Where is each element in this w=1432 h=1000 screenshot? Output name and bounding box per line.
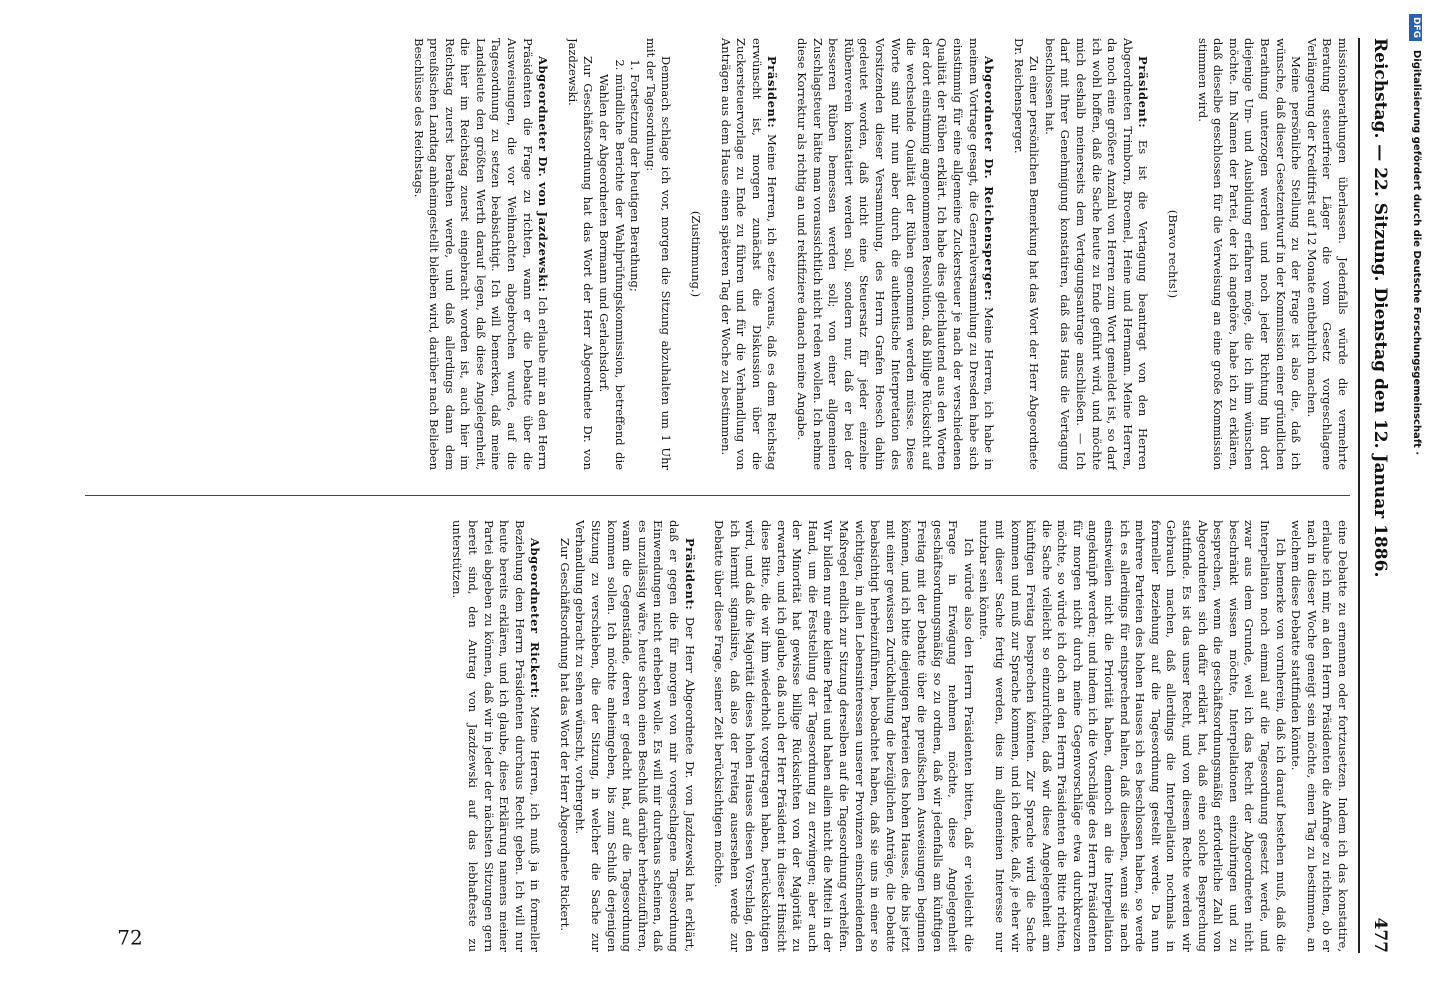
credit-text: Digitalisierung gefördert durch die Deutsche Forschungsgemeinschaft · — [1411, 50, 1422, 456]
speaker-name: Abgeordneter Rickert: — [528, 538, 543, 699]
paragraph: Ich würde also den Herrn Präsidenten bitten, daß er vielleicht die Frage in Erwägung nehmen möchte, diese Angelegenheit geschäftsordnungsmäßig so zu ordnen, daß wir jedenfalls am künftigen Freitag mit der Debatte über die preußischen Ausweisungen beginnen können, und ich bitte diejenigen Parteien des hohen Hauses, die bis jetzt mit einer gewissen Zurückhaltung die bezüglichen Anträge, die Debatte beabsichtigt herbeizuführen, beobachtet haben, daß sie uns in einer so wichtigen, in allen Lebensinteressen unserer Provinzen einschneidenden Maßregel endlich zur Sitzung derselben auf die Tagesordnung verhelfen. Wir bilden nur eine kleine Partei und haben allein nicht die Mittel in der Hand, um die Feststellung der Tagesordnung zu erzwingen; aber auch der Minorität hat gewisse billige Rücksichten von der Majorität zu erwarten, und ich glaube, daß auch der Herr Präsident in dieser Hinsicht diese Bitte, die wir ihm wiederholt vorgetragen haben, berücksichtigen wird, und daß die Majorität dieses hohen Hauses diesen Vorschlag, den ich hiermit signalisire, daß also der Freitag ausersehen werde zur Debatte über diese Frage, seiner Zeit berücksichtigen möchte. — [712, 520, 976, 952]
speaker-name: Abgeordneter Dr. von Jazdzewski: — [536, 56, 551, 293]
speaker-name: Abgeordneter Dr. Reichensperger: — [982, 56, 997, 302]
paragraph: Zur Geschäftsordnung hat das Wort der Herr Abgeordnete Dr. von Jazdzewski. — [565, 38, 596, 470]
dfg-logo: DFG — [1409, 14, 1422, 41]
agenda-list — [595, 38, 642, 470]
paragraph: Zu einer persönlichen Bemerkung hat das Wort der Herr Abgeordnete Dr. Reichensperger. — [1011, 38, 1042, 470]
paragraph: Meine persönliche Stellung zu der Frage ist also die, daß ich wünsche, daß dieser Gesetzentwurf in der Kommission einer gründlichen Berathung unterzogen werden und noch jeder Richtung hin dort diejenige Um- und Ausbildung erfahren möge, die ich ihm wünschen möchte. Im Namen der Partei, der ich angehöre, habe ich zu erklären, daß dieselbe geschlossen für die Verweisung an eine große Kommission stimmen wird. — [1195, 38, 1304, 470]
speech-text: Ich erlaube mir an den Herrn Präsidenten die Frage zu richten, wann er die Debatte über die Ausweisungen, die vor Weihnachten abgebrochen wurde, auf die Tagesordnung zu setzen beabsichtigt. Ich will bemerken, daß meine Landsleute den größten Werth darauf legen, daß diese Angelegenheit, die hier im Reichstag zuerst eingebracht worden ist, auch hier im Reichstag zuerst berathen werde, und daß allerdings dann dem preußischen Landtag anheimgestellt bleiben wird, darüber nach Belieben Beschlüsse des Reichstags. — [411, 38, 551, 470]
paragraph — [572, 520, 697, 952]
applause-note: (Bravo rechts!) — [1166, 209, 1181, 299]
page-header — [1364, 38, 1394, 953]
paragraph — [717, 38, 779, 470]
speaker-name: Präsident: — [765, 56, 780, 129]
paragraph — [410, 38, 550, 470]
header-title: Reichstag. — 22. Sitzung. Dienstag den 12. Januar 1886. — [1370, 38, 1390, 578]
speech-text: Der Herr Abgeordnete Dr. von Jazdzewski hat erklärt, daß er gegen die für morgen von mir vorgeschlagene Tagesordnung Einwendungen nicht erheben wolle. Es will mir durchaus scheinen, daß es unzulässig wäre, heute schon einen Beschluß darüber herbeizuführen, wann die Gegenstände, deren er gedacht hat, auf die Tagesordnung kommen sollen. Ich möchte anheimgeben, bis zum Schluß derjenigen Sitzung zu verschieben, die der Sitzung, in welcher die Sache zur Verhandlung gebracht zu sehen wünscht, vorhergeht. — [573, 520, 697, 952]
paragraph — [793, 38, 996, 470]
page-signature-mark: 72 — [117, 925, 143, 950]
agenda-item: 2. mündliche Berichte der Wahlprüfungskommission, betreffend die Wahlen der Abgeordneten Bormann und Gerlachsdorf. — [595, 74, 626, 470]
text-column-right — [85, 520, 1350, 952]
paragraph — [449, 520, 543, 952]
speech-text: Meine Herren, ich habe in meinem Vortrage gesagt, die Generalversammlung zu Dresden habe sich einstimmig für eine allgemeine Zuckersteuer je nach der verschiedenen Qualität der Rüben erklärt. Ich habe dies gleichlautend aus den Worten der dort einstimmig angenommenen Resolution, daß billige Rücksicht auf die wechselnde Qualität der Rüben genommen werden müsse. Diese Worte sind mir nun aber durch die authentische Interpretation des Vorsitzenden dieser Versammlung, des Herrn Grafen Hoesch dahin gedeutet worden, daß nicht eine Steuersatz für jeder einzelne Rübenverein konstatiert werden soll, sondern nur, daß er bei der besseren Rüben bemessen werden soll; von einer allgemeinen Zuschlagsteuer hätte man voraussichtlich nicht reden wollen. Ich nehme diese Korrektur als richtig an und rektifiziere danach meine Angabe. — [795, 38, 997, 470]
assent-note: (Zustimmung.) — [689, 210, 704, 298]
digitization-credit — [1406, 14, 1422, 994]
newspaper-page — [32, 20, 1402, 970]
column-rule — [85, 495, 1350, 496]
agenda-item: 1. Fortsetzung der heutigen Berathung; — [627, 74, 643, 470]
paragraph — [1041, 38, 1150, 470]
speech-text: Es ist die Vertagung beantragt von den Herren Abgeordneten Trimborn, Broemel, Heine und Hermann. Meine Herren, da noch eine größere Anzahl von Herren zum Wort gemeldet ist, so darf ich wohl hoffen, daß die Sache heute zu Ende geführt wird, und möchte mich deshalb meinerseits dem Vertagungsantrage anschließen. — Ich darf mit Ihrer Genehmigung konstatiren, daß das Haus die Vertagung beschlossen hat. — [1042, 38, 1151, 470]
paragraph: Zur Geschäftsordnung hat das Wort der Herr Abgeordnete Rickert. — [557, 538, 572, 932]
paragraph: eine Debatte zu ernennen oder fortzusetzen. Indem ich das konstatire, erlaube ich mir, an den Herrn Präsidenten die Anfrage zu richten, ob er nach in dieser Woche geneigt sein möchte, einen Tag zu bestimmen, an welchem diese Debatte stattfinden könnte. — [1289, 520, 1350, 952]
speech-text: Meine Herren, ich setze voraus, daß es dem Reichstag erwünscht ist, morgen zunächst die Diskussion über die Zuckersteuervorlage zu Ende zu führen und für die Verhandlung von Anträgen aus dem Hause einen späteren Tag der Woche zu bestimmen. — [718, 38, 780, 470]
header-rule — [1358, 38, 1360, 953]
speaker-name: Präsident: — [1136, 56, 1151, 129]
speaker-name: Präsident: — [682, 538, 697, 611]
paragraph: missionsberathungen überlassen. Jedenfalls würde die vermehrte Beratung steuerfreier Läger die vom Gesetz vorgeschlagene Verlängerung der Kreditfrist auf 12 Monate entbehrlich machen. — [1304, 38, 1350, 470]
paragraph: Demnach schlage ich vor, morgen die Sitzung abzuhalten um 1 Uhr mit der Tagesordnung: — [643, 38, 674, 470]
speech-text: Meine Herren, ich muß ja in formeller Beziehung dem Herrn Präsidenten durchaus Recht geben. Ich will nur heute bereits erklären, und ich glaube, diese Erklärung namens meiner Partei abgeben zu können, daß wir in jeder der nächsten Sitzungen gern bereit sind, den Antrag von Jazdzewski auf das lebhafteste zu unterstützen. — [450, 520, 543, 952]
text-column-left — [85, 38, 1350, 470]
page-number: 477 — [1370, 917, 1390, 953]
paragraph: Ich bemerke von vornherein, daß ich darauf bestehen muß, daß die Interpellation noch einmal auf die Tagesordnung gesetzt werde, und zwar aus dem Grunde, weil ich das Recht der Abgeordneten nicht beschränkt wissen möchte, Interpellationen einzubringen und zu besprechen, wenn die geschäftsordnungsmäßig erforderliche Zahl von Abgeordneten sich dafür erklärt hat, daß eine solche Besprechung stattfinde. Es ist das unser Recht, und von diesem Rechte werden wir Gebrauch machen, daß allerdings die Interpellation nochmals in formeller Beziehung auf die Tagesordnung gestellt werde. Da nun mehrere Parteien des hohen Hauses ich es beschlossen haben, so werde ich es allerdings für entsprechend halten, daß dieselben, wenn sie nach einstweilen nicht die Priorität haben, dennoch an die Interpellation angeknüpft werden; und indem ich die Vorschläge des Herrn Präsidenten für morgen nicht durch meine Gegenvorschläge etwa durchkreuzen möchte, so würde ich doch an den Herrn Präsidenten die Bitte richten, die Sache vielleicht so einzurichten, daß wir diese Angelegenheit am künftigen Freitag besprechen könnten. Zur Sprache wird die Sache kommen und muß zur Sprache kommen, und ich denke, daß, je eher wir mit dieser Sache fertig werden, dies im allgemeinen Interesse nur nutzbar sein könnte. — [977, 520, 1288, 952]
